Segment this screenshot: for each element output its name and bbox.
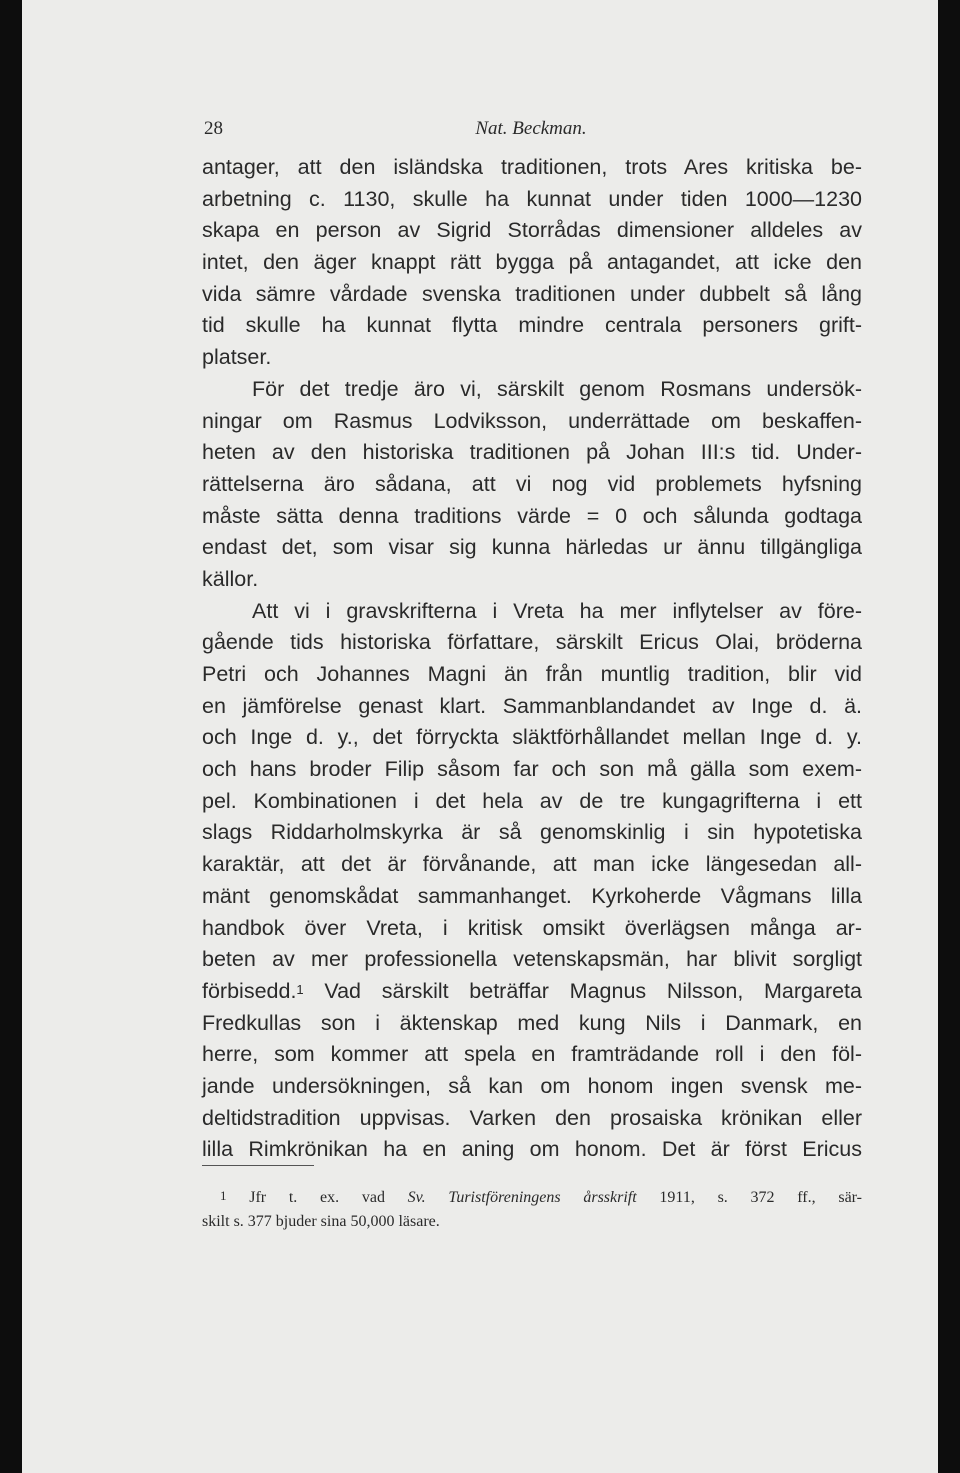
- text-line: källor.: [202, 566, 259, 591]
- body-text: [202, 152, 862, 1166]
- text-line: måste sätta denna traditions värde = 0 och sålunda godtaga: [202, 503, 862, 528]
- text-line: platser.: [202, 345, 272, 370]
- text-line: antager, att den isländska traditionen, trots Ares kritiska be-: [202, 155, 862, 179]
- text-line: intet, den äger knappt rätt bygga på antagandet, att icke den: [202, 250, 862, 275]
- text-line: Fredkullas son i äktenskap med kung Nils i Danmark, en: [202, 1010, 862, 1035]
- text-line: För det tredje äro vi, särskilt genom Rosmans undersök-: [252, 376, 862, 401]
- footnote-marker: 1: [220, 1188, 227, 1203]
- footnote-line: [202, 1186, 862, 1210]
- text-line-with-footnote: [202, 976, 862, 1008]
- text-line: slags Riddarholmskyrka är så genomskinlig i sin hypotetiska: [202, 820, 862, 845]
- footnote-reference[interactable]: 1: [296, 981, 304, 997]
- text-line: lilla Rimkrönikan ha en aning om honom. Det är först Ericus: [202, 1137, 862, 1162]
- footnote-line: skilt s. 377 bjuder sina 50,000 läsare.: [202, 1213, 440, 1230]
- text-line: beten av mer professionella vetenskapsmän, har blivit sorgligt: [202, 947, 862, 972]
- text-line: gående tids historiska författare, särskilt Ericus Olai, bröderna: [202, 630, 862, 655]
- text-line: handbok över Vreta, i kritisk omsikt överlägsen många ar-: [202, 915, 862, 940]
- text-line: och Inge d. y., det förryckta släktförhållandet mellan Inge d. y.: [202, 725, 862, 750]
- text-line: skapa en person av Sigrid Storrådas dimensioner alldeles av: [202, 218, 862, 243]
- text-line: vida sämre vårdade svenska traditionen under dubbelt så lång: [202, 281, 862, 306]
- text-line: Petri och Johannes Magni än från muntlig tradition, blir vid: [202, 662, 862, 686]
- footnote: [202, 1186, 862, 1234]
- text-line: heten av den historiska traditionen på Johan III:s tid. Under-: [202, 440, 862, 465]
- text-line: rättelserna äro sådana, att vi nog vid problemets hyfsning: [202, 471, 862, 496]
- text-line: jande undersökningen, så kan om honom ingen svensk me-: [202, 1073, 862, 1098]
- running-title: Nat. Beckman.: [475, 118, 587, 139]
- text-line: mänt genomskådat sammanhanget. Kyrkoherde Vågmans lilla: [202, 883, 862, 908]
- text-line: ningar om Rasmus Lodviksson, underrättade om beskaffen-: [202, 408, 862, 433]
- text-line: endast det, som visar sig kunna härledas ur ännu tillgängliga: [202, 535, 862, 560]
- footnote-source: Sv. Turistföreningens årsskrift: [407, 1189, 637, 1206]
- text-line: deltidstradition uppvisas. Varken den prosaiska krönikan eller: [202, 1105, 862, 1130]
- footnote-text: 1911, s. 372 ff., sär-: [636, 1189, 862, 1206]
- text-line: herre, som kommer att spela en framträdande roll i den föl-: [202, 1042, 862, 1067]
- text-line: pel. Kombinationen i det hela av de tre kungagrifterna i ett: [202, 788, 862, 813]
- text-line: en jämförelse genast klart. Sammanblandandet av Inge d. ä.: [202, 693, 862, 718]
- text-line: och hans broder Filip såsom far och son må gälla som exem-: [202, 757, 862, 782]
- footnote-text: Jfr t. ex. vad: [249, 1189, 408, 1206]
- text-segment: förbisedd.: [202, 978, 297, 1003]
- page-number: 28: [204, 118, 223, 139]
- text-line: karaktär, att det är förvånande, att man icke längesedan all-: [202, 852, 862, 877]
- text-line: tid skulle ha kunnat flytta mindre centrala personers grift-: [202, 313, 862, 338]
- text-line: Att vi i gravskrifterna i Vreta ha mer inflytelser av före-: [252, 598, 862, 623]
- footnote-divider: [202, 1165, 314, 1166]
- text-line: arbetning c. 1130, skulle ha kunnat under tiden 1000—1230: [202, 186, 862, 211]
- text-segment: Vad särskilt beträffar Magnus Nilsson, Margareta: [303, 978, 862, 1003]
- page-header: [202, 118, 860, 144]
